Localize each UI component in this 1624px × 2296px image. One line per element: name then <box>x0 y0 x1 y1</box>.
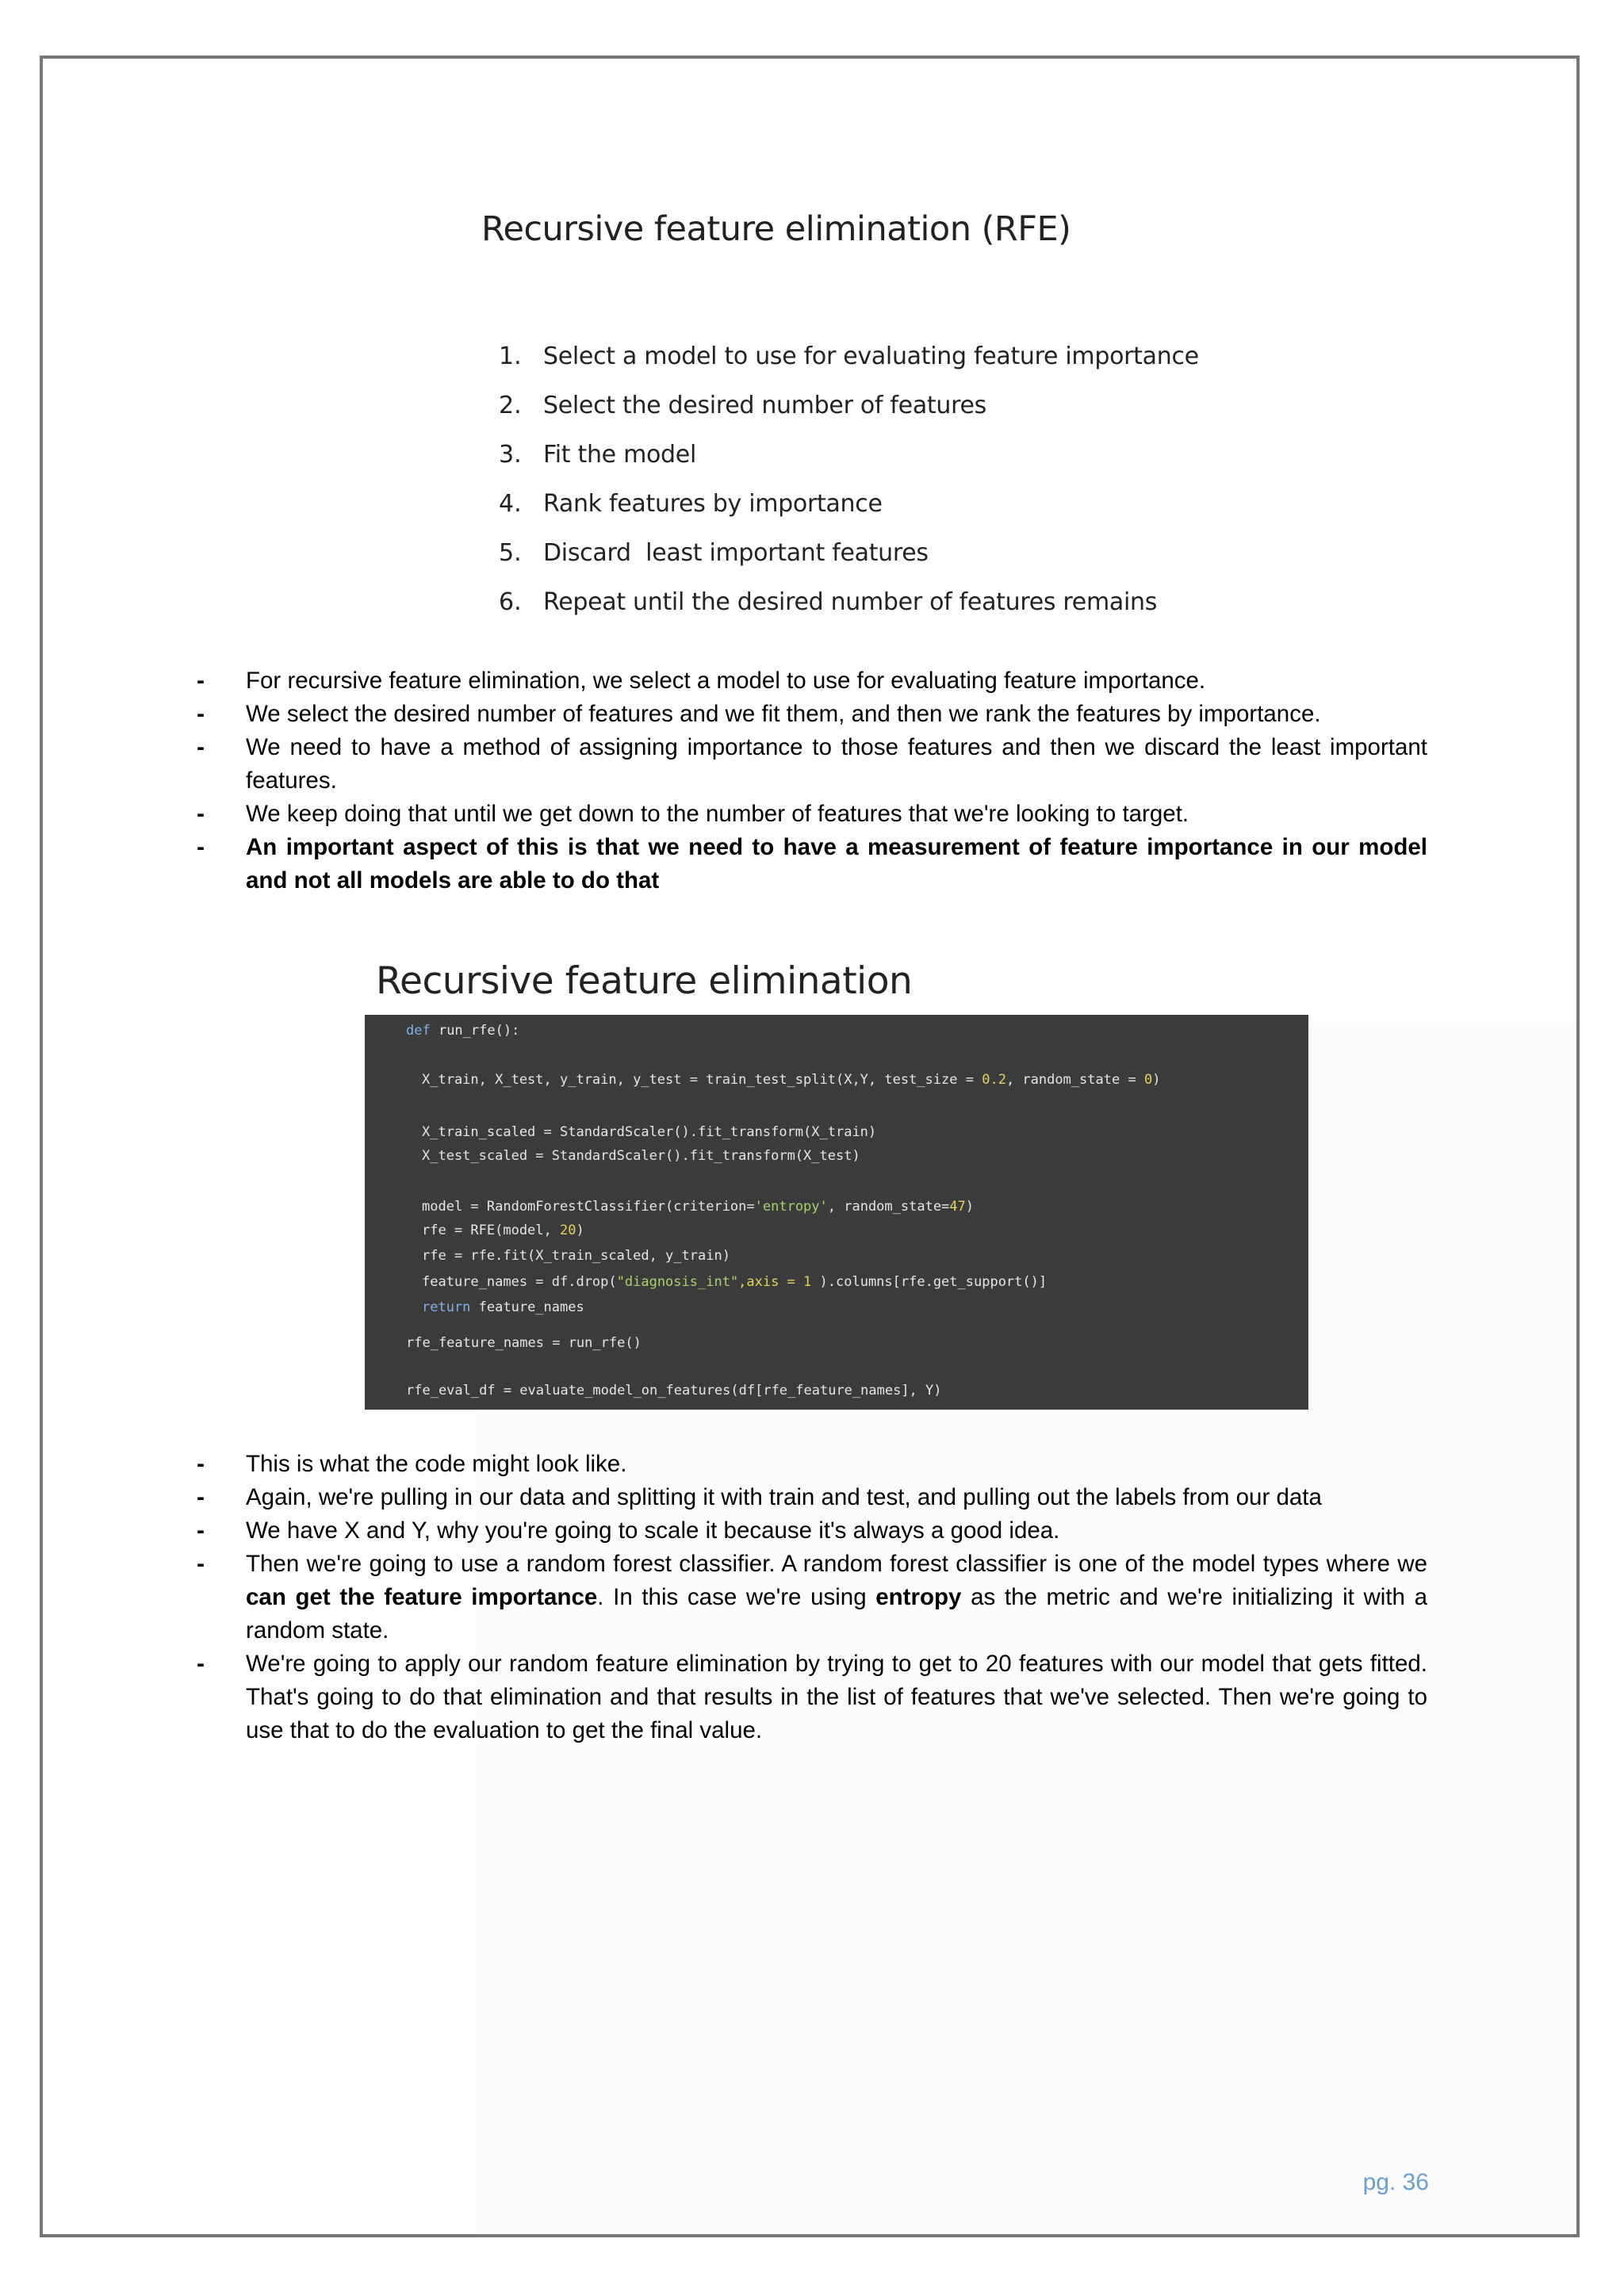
code-line: model = RandomForestClassifier(criterion='entropy', random_state=47) <box>422 1199 975 1215</box>
step-text: Discard least important features <box>543 538 929 567</box>
bullet-text: Then we're going to use a random forest classifier. A random forest classifier is one of the model types where we <box>246 1551 1427 1577</box>
step-number: 1. <box>499 342 522 370</box>
step-number: 6. <box>499 587 522 616</box>
step-text: Repeat until the desired number of features remains <box>543 587 1158 616</box>
code-explanation-list <box>197 1448 1427 1747</box>
code-line: return feature_names <box>422 1299 584 1315</box>
step-text: Select the desired number of features <box>543 391 986 419</box>
page-number: pg. 36 <box>1362 2169 1429 2195</box>
list-item <box>197 1548 1427 1647</box>
dash-bullet: - <box>197 1517 205 1544</box>
bullet-text: We need to have a method of assigning importance to those features and then we discard the least important features. <box>246 734 1427 794</box>
rfe-step <box>499 331 1199 381</box>
dash-bullet: - <box>197 1484 205 1510</box>
dash-bullet: - <box>197 1551 205 1577</box>
rfe-step <box>499 528 1199 577</box>
bullet-text: We keep doing that until we get down to the number of features that we're looking to target. <box>246 801 1189 827</box>
dash-bullet: - <box>197 834 205 860</box>
step-number: 4. <box>499 489 522 518</box>
code-line: rfe_eval_df = evaluate_model_on_features(df[rfe_feature_names], Y) <box>406 1383 942 1399</box>
rfe-step <box>499 577 1199 626</box>
bullet-text: We have X and Y, why you're going to scale it because it's always a good idea. <box>246 1517 1060 1544</box>
step-number: 2. <box>499 391 522 419</box>
bullet-text: An important aspect of this is that we need to have a measurement of feature importance in our model and not all models are able to do that <box>246 834 1427 894</box>
dash-bullet: - <box>197 668 205 694</box>
list-item <box>197 831 1427 897</box>
rfe-step <box>499 479 1199 528</box>
list-item <box>197 1647 1427 1747</box>
rfe-slide-image <box>470 195 1208 627</box>
code-slide-title: Recursive feature elimination <box>376 959 913 1003</box>
list-item <box>197 664 1427 698</box>
list-item <box>197 698 1427 731</box>
list-item <box>197 731 1427 798</box>
code-line: rfe_feature_names = run_rfe() <box>406 1335 642 1351</box>
bullet-text: We're going to apply our random feature elimination by trying to get to 20 features with our model that gets fitted. That's going to do that elimination and that results in the list of features that we've selected. Then we're going to use that to do the evaluation to get the final value. <box>246 1651 1427 1743</box>
step-text: Select a model to use for evaluating feature importance <box>543 342 1199 370</box>
list-item <box>197 1514 1427 1548</box>
code-line: rfe = rfe.fit(X_train_scaled, y_train) <box>422 1248 730 1264</box>
code-line: feature_names = df.drop("diagnosis_int",axis = 1 ).columns[rfe.get_support()] <box>422 1274 1048 1290</box>
code-line: rfe = RFE(model, 20) <box>422 1223 584 1238</box>
bullet-text: . In this case we're using <box>597 1584 876 1610</box>
code-line: X_train, X_test, y_train, y_test = train_test_split(X,Y, test_size = 0.2, random_state = 0) <box>422 1072 1161 1088</box>
code-line: X_train_scaled = StandardScaler().fit_transform(X_train) <box>422 1124 877 1140</box>
dash-bullet: - <box>197 801 205 827</box>
rfe-slide-title: Recursive feature elimination (RFE) <box>481 209 1071 249</box>
bullet-text: We select the desired number of features and we fit them, and then we rank the features by importance. <box>246 701 1321 727</box>
step-text: Fit the model <box>543 440 696 469</box>
rfe-steps-list <box>499 331 1199 626</box>
step-number: 3. <box>499 440 522 469</box>
step-text: Rank features by importance <box>543 489 883 518</box>
dash-bullet: - <box>197 1451 205 1477</box>
bold-phrase: can get the feature importance <box>246 1584 598 1610</box>
rfe-step <box>499 381 1199 430</box>
dash-bullet: - <box>197 701 205 727</box>
rfe-step <box>499 430 1199 479</box>
bullet-text: For recursive feature elimination, we select a model to use for evaluating feature importance. <box>246 668 1206 694</box>
code-line: X_test_scaled = StandardScaler().fit_transform(X_test) <box>422 1148 860 1164</box>
list-item <box>197 798 1427 831</box>
bullet-text: This is what the code might look like. <box>246 1451 627 1477</box>
bullet-text: Again, we're pulling in our data and splitting it with train and test, and pulling out the labels from our data <box>246 1484 1322 1510</box>
step-number: 5. <box>499 538 522 567</box>
code-line: def run_rfe(): <box>406 1023 520 1039</box>
dash-bullet: - <box>197 734 205 760</box>
code-block <box>365 1015 1308 1410</box>
rfe-explanation-list <box>197 664 1427 897</box>
list-item <box>197 1448 1427 1481</box>
bold-phrase: entropy <box>875 1584 962 1610</box>
bullet-text: as the metric and we're initializing it with a random state. <box>246 1584 1427 1644</box>
dash-bullet: - <box>197 1651 205 1677</box>
list-item <box>197 1481 1427 1514</box>
